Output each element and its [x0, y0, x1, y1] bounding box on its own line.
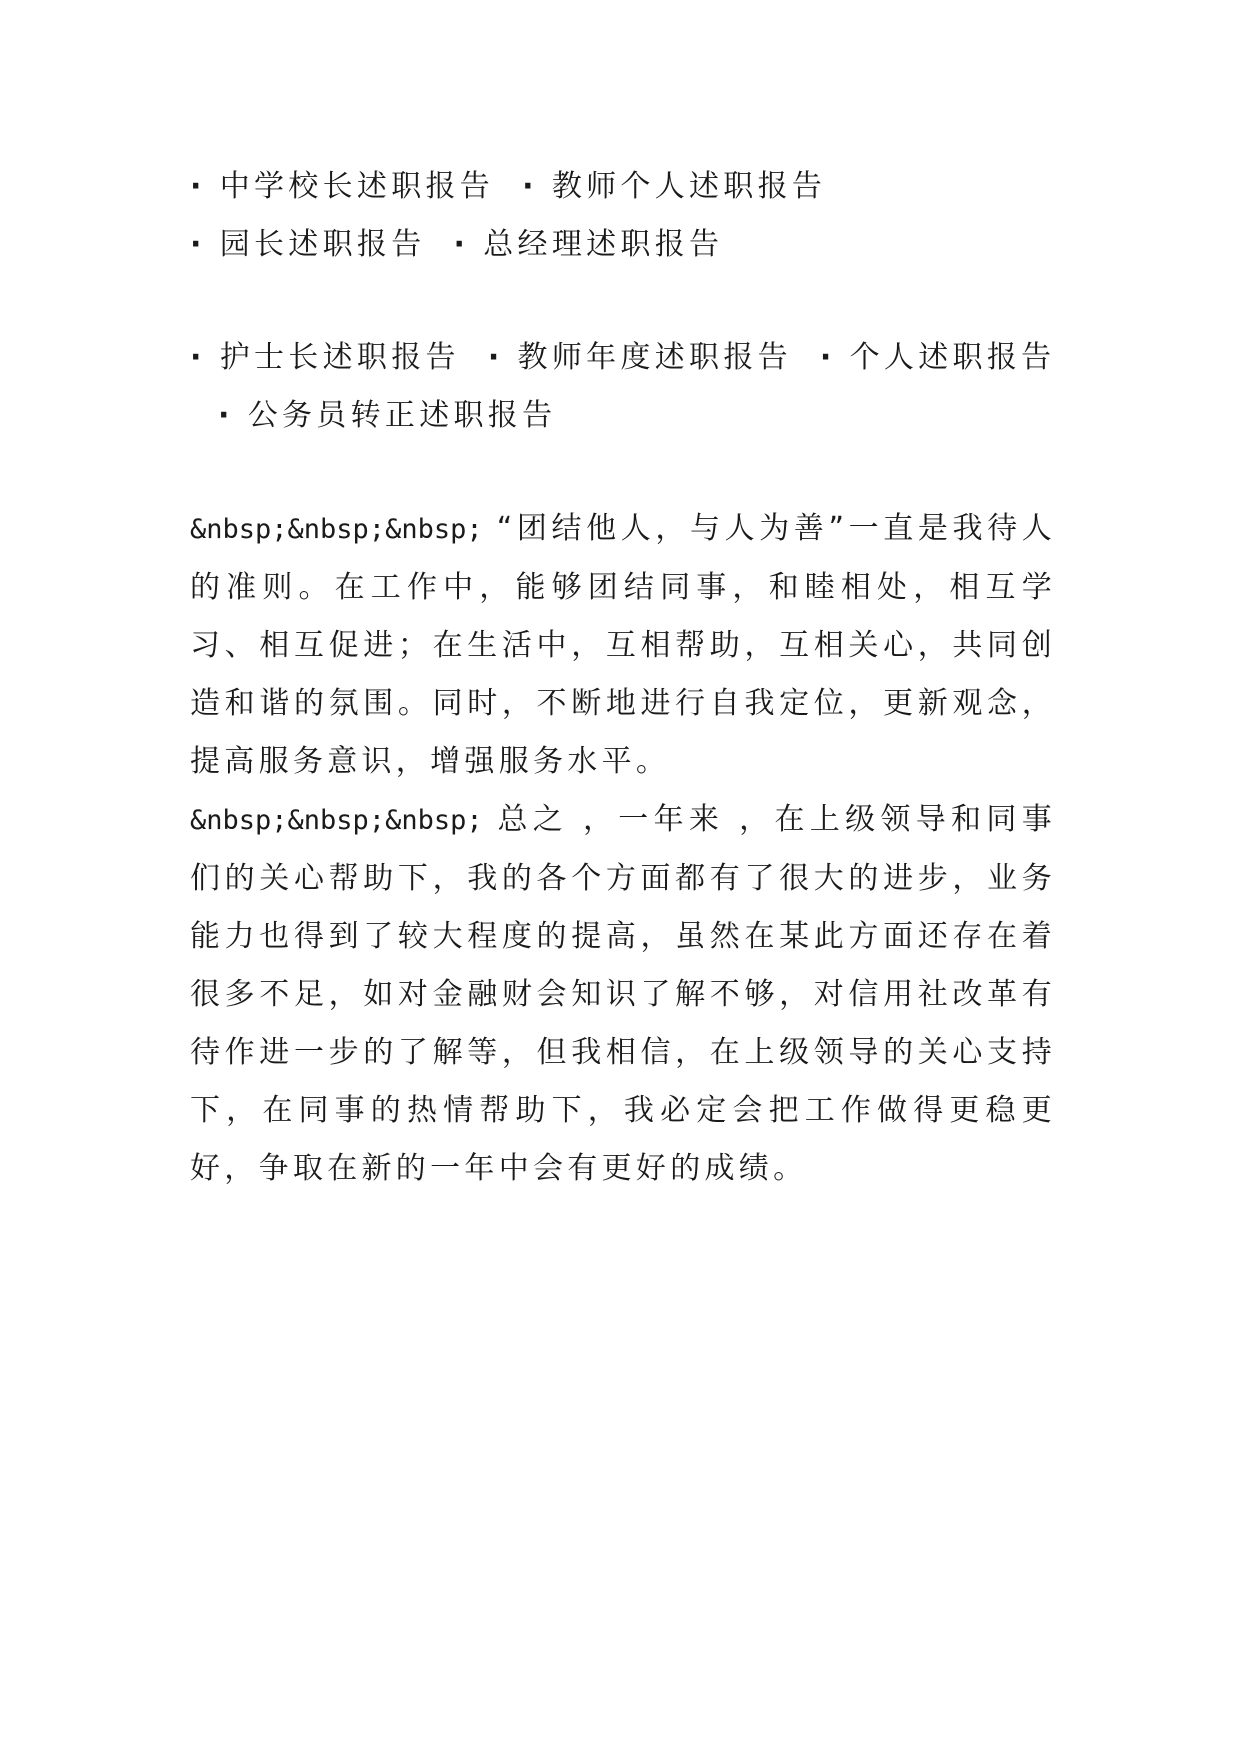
related-link[interactable]: · 教师年度述职报告	[488, 340, 792, 375]
related-link[interactable]: · 中学校长述职报告	[190, 169, 494, 204]
paragraph-text: 总之 ，一年来 ，在上级领导和同事们的关心帮助下，我的各个方面都有了很大的进步，业务能力也得到了较大程度的提高，虽然在某此方面还存在着很多不足，如对金融财会知识了解不够，对信用社改革有待作进一步的了解等，但我相信，在上级领导的关心支持下，在同事的热情帮助下，我必定会把工作做得更稳更好，争取在新的一年中会有更好的成绩。	[190, 802, 1056, 1186]
related-link[interactable]: · 公务员转正述职报告	[218, 398, 556, 433]
nbsp-entity-text: &nbsp;&nbsp;&nbsp;	[190, 805, 483, 836]
related-link[interactable]: · 教师个人述职报告	[522, 169, 826, 204]
related-link[interactable]: · 园长述职报告	[190, 227, 426, 262]
paragraph-text: “团结他人，与人为善”一直是我待人的准则。在工作中，能够团结同事，和睦相处，相互学习、相互促进；在生活中，互相帮助，互相关心，共同创造和谐的氛围。同时，不断地进行自我定位，更新观念，提高服务意识，增强服务水平。	[190, 511, 1056, 779]
related-link[interactable]: · 总经理述职报告	[454, 227, 724, 262]
body-paragraph	[190, 791, 1056, 1198]
related-link[interactable]: · 个人述职报告	[820, 340, 1056, 375]
body-paragraph	[190, 500, 1056, 791]
related-link[interactable]: · 护士长述职报告	[190, 340, 460, 375]
document-page	[190, 158, 1056, 1198]
nbsp-entity-text: &nbsp;&nbsp;&nbsp;	[190, 514, 483, 545]
related-links-group-2	[190, 329, 1056, 445]
related-links-group-1	[190, 158, 1056, 274]
